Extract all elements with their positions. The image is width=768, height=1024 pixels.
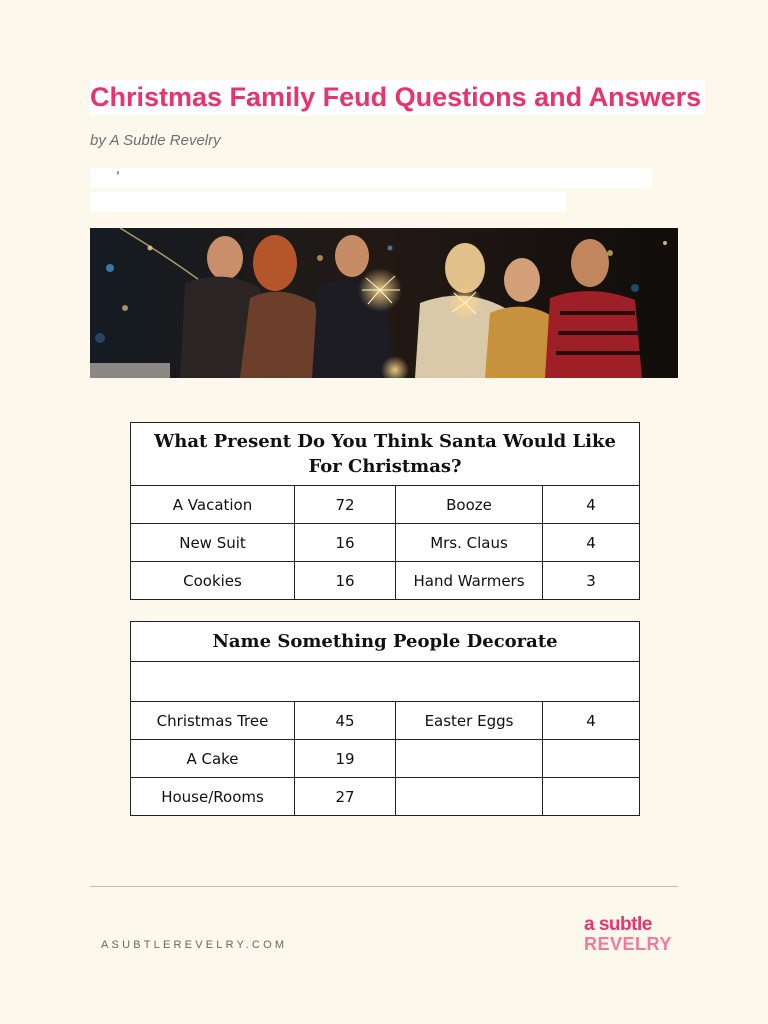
answer-cell: New Suit <box>131 524 295 562</box>
answer-cell: Christmas Tree <box>131 702 295 740</box>
answer-cell: Mrs. Claus <box>396 524 543 562</box>
question-table-santa-present <box>130 422 640 600</box>
stray-comma: , <box>116 160 120 176</box>
answer-cell: A Vacation <box>131 486 295 524</box>
table-row <box>131 486 640 524</box>
logo-line-2: REVELRY <box>584 934 672 954</box>
answer-cell: Cookies <box>131 562 295 600</box>
points-cell: 27 <box>295 778 396 816</box>
footer-url[interactable]: ASUBTLEREVELRY.COM <box>101 939 288 951</box>
points-cell <box>543 778 640 816</box>
page-title: Christmas Family Feud Questions and Answers <box>90 80 705 115</box>
empty-row <box>131 662 640 702</box>
blank-text-bar <box>90 168 652 188</box>
table-row <box>131 524 640 562</box>
answer-cell: Booze <box>396 486 543 524</box>
points-cell: 16 <box>295 524 396 562</box>
hero-photo-friends-sparklers <box>90 228 678 378</box>
byline: by A Subtle Revelry <box>90 132 221 149</box>
answer-cell: House/Rooms <box>131 778 295 816</box>
answer-cell <box>396 778 543 816</box>
points-cell: 19 <box>295 740 396 778</box>
points-cell: 4 <box>543 486 640 524</box>
question-table-decorate <box>130 621 640 816</box>
empty-cell <box>131 662 640 702</box>
logo-line-1: a subtle <box>584 914 652 935</box>
table-row <box>131 740 640 778</box>
points-cell: 16 <box>295 562 396 600</box>
points-cell: 3 <box>543 562 640 600</box>
points-cell: 45 <box>295 702 396 740</box>
points-cell: 4 <box>543 524 640 562</box>
points-cell: 4 <box>543 702 640 740</box>
points-cell <box>543 740 640 778</box>
question-heading: What Present Do You Think Santa Would Like For Christmas? <box>131 423 640 486</box>
hero-photo-illustration <box>90 228 678 378</box>
table-row <box>131 702 640 740</box>
brand-logo <box>583 914 673 954</box>
answer-cell: Easter Eggs <box>396 702 543 740</box>
points-cell: 72 <box>295 486 396 524</box>
footer-divider <box>90 886 678 887</box>
answer-cell: A Cake <box>131 740 295 778</box>
answer-cell <box>396 740 543 778</box>
blank-text-bar <box>90 192 566 212</box>
question-heading: Name Something People Decorate <box>131 622 640 662</box>
table-row <box>131 562 640 600</box>
answer-cell: Hand Warmers <box>396 562 543 600</box>
table-row <box>131 778 640 816</box>
